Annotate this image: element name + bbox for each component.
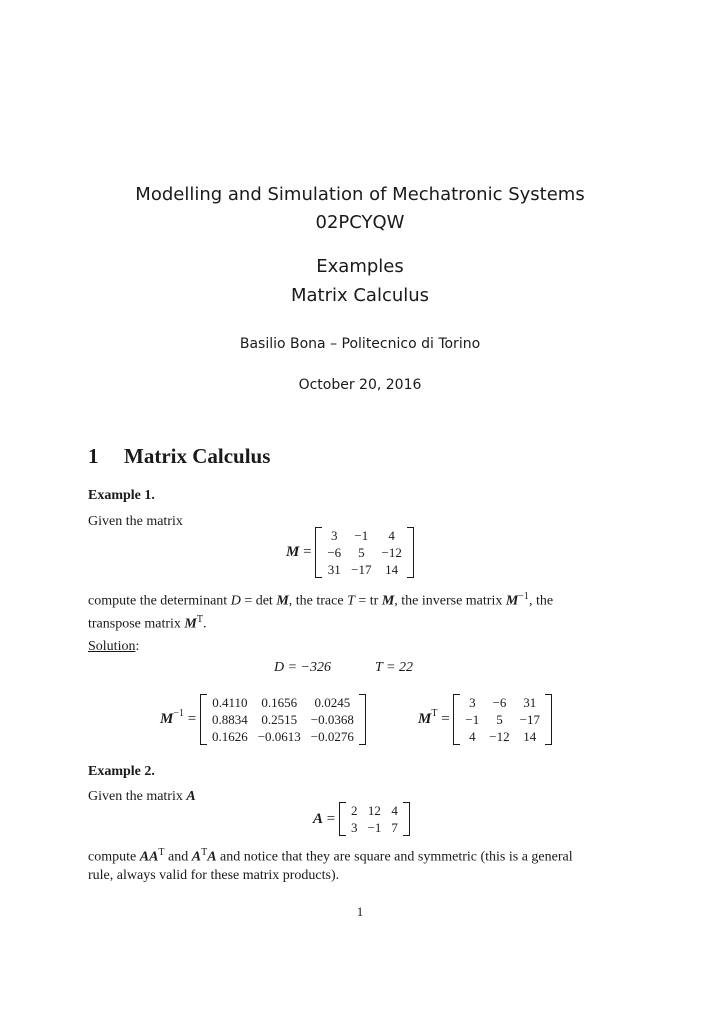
task-T-symbol: T xyxy=(347,593,355,609)
task-Minv-symbol: M xyxy=(505,593,519,609)
D-value xyxy=(274,660,331,676)
task-M-symbol: M xyxy=(276,593,289,609)
matrix-A-cell: 3 xyxy=(350,820,358,835)
Minv-symbol: M xyxy=(160,711,174,727)
task-text-h: . xyxy=(202,616,207,632)
matrix-Minv-row xyxy=(207,728,359,745)
matrix-M-cell: −1 xyxy=(354,528,369,543)
task-text-c: , the trace xyxy=(288,593,348,609)
matrix-M-cell: −17 xyxy=(351,562,372,577)
solution-word: Solution xyxy=(88,639,136,654)
matrix-M-cell: −12 xyxy=(381,545,402,560)
task-text-b: = det xyxy=(240,593,277,609)
date: October 20, 2016 xyxy=(298,377,422,393)
matrix-MT-row xyxy=(460,711,545,728)
ex2-text-a: compute xyxy=(88,849,140,865)
matrix-Minv-row xyxy=(207,711,359,728)
solution-label xyxy=(88,638,648,656)
title-line-1: Modelling and Simulation of Mechatronic Systems xyxy=(135,184,585,205)
matrix-M-row xyxy=(322,544,407,561)
matrix-MT-table xyxy=(460,694,545,745)
task-text-f: , the xyxy=(528,593,554,609)
matrix-A-table xyxy=(346,802,403,836)
matrix-M-row xyxy=(322,527,407,544)
ex2-text-d: rule, always valid for these matrix products). xyxy=(88,867,340,883)
matrix-M xyxy=(315,527,414,578)
matrix-M-cell: 3 xyxy=(330,528,338,543)
ex2-A4: A xyxy=(207,849,217,865)
example-2-A-symbol: A xyxy=(186,789,196,804)
task-text-e: , the inverse matrix xyxy=(394,593,506,609)
matrix-MT xyxy=(453,694,552,745)
matrix-Minv xyxy=(200,694,366,745)
matrix-M-cell: 31 xyxy=(327,562,341,577)
matrix-Minv-cell: −0.0276 xyxy=(310,729,354,744)
matrix-M-row xyxy=(322,561,407,578)
ex2-A2: A xyxy=(149,849,159,865)
matrix-A-cell: −1 xyxy=(367,820,382,835)
author: Basilio Bona – Politecnico di Torino xyxy=(239,336,481,352)
matrix-A-row xyxy=(346,819,403,836)
matrix-Minv-cell: −0.0613 xyxy=(257,729,301,744)
matrix-Minv-cell: 0.1626 xyxy=(211,729,248,744)
matrix-Minv-cell: 0.1656 xyxy=(261,695,298,710)
example-2-intro-text: Given the matrix xyxy=(88,789,187,804)
matrix-A-equation: A = 2 12 4 3 −1 7 xyxy=(313,802,410,836)
section-heading xyxy=(88,444,270,469)
matrix-M-cell: 14 xyxy=(385,562,399,577)
matrix-Minv-cell: 0.8834 xyxy=(211,712,248,727)
title-line-2: 02PCYQW xyxy=(315,212,405,233)
task-M-symbol: M xyxy=(381,593,395,609)
matrix-MT-cell: 5 xyxy=(496,712,503,727)
example-1-label: Example 1. xyxy=(88,488,155,503)
matrix-MT-cell: −17 xyxy=(519,712,540,727)
matrix-MT-row xyxy=(460,694,545,711)
matrix-M-cell: 4 xyxy=(388,528,395,543)
section-title: Matrix Calculus xyxy=(124,444,271,468)
matrix-MT-cell: 3 xyxy=(469,695,476,710)
solution-colon: : xyxy=(135,639,140,654)
matrix-Minv-cell: 0.4110 xyxy=(212,695,248,710)
D-value-text: D = −326 xyxy=(274,660,332,675)
matrix-M-table xyxy=(322,527,407,578)
T-value-text: T = 22 xyxy=(375,660,413,675)
title-line-3: Examples xyxy=(316,256,404,277)
title-line-4: Matrix Calculus xyxy=(290,285,430,306)
matrix-A-cell: 7 xyxy=(391,820,398,835)
matrix-MT-cell: 31 xyxy=(523,695,537,710)
T-value xyxy=(375,660,413,676)
task-MT-symbol: M xyxy=(184,616,197,632)
matrix-A xyxy=(339,802,410,836)
matrix-M-cell: −6 xyxy=(327,545,342,560)
task-D-symbol: D xyxy=(230,593,241,609)
matrix-A-symbol: A xyxy=(313,810,324,827)
matrix-MT-cell: −1 xyxy=(465,712,480,727)
matrix-Minv-table xyxy=(207,694,359,745)
task-text-g: transpose matrix xyxy=(88,616,185,632)
example-1-intro: Given the matrix xyxy=(88,514,183,529)
ex2-text-b: and xyxy=(164,849,192,865)
matrix-Minv-cell: −0.0368 xyxy=(310,712,354,727)
matrix-Minv-equation: M $^{-1}$ = 0.4110 0.1656 0.0245 0.8834 0.2515 −0.0368 0.1626 −0.0613 −0.0276 xyxy=(160,694,366,745)
matrix-M-cell: 5 xyxy=(358,545,365,560)
matrix-M-symbol: M xyxy=(286,544,300,560)
example-2-task: compute $AA^T$ and $A^TA$ and notice that they are square and symmetric (this is a general rule, always valid for these matrix products). xyxy=(88,847,573,883)
matrix-MT-cell: 14 xyxy=(523,729,537,744)
example-1-task: compute the determinant D = det M, the trace T = tr M, the inverse matrix $M^{-1}$, the transpose matrix $M^T$. xyxy=(88,591,554,632)
matrix-A-cell: 2 xyxy=(350,803,358,818)
ex2-A1: A xyxy=(139,849,150,865)
example-2-label: Example 2. xyxy=(88,764,155,779)
matrix-MT-equation: M $^T$ = 3 −6 31 −1 5 −17 4 −12 14 xyxy=(418,694,552,745)
matrix-MT-cell: 4 xyxy=(469,729,476,744)
matrix-MT-cell: −12 xyxy=(489,729,510,744)
matrix-Minv-cell: 0.0245 xyxy=(314,695,351,710)
matrix-A-row xyxy=(346,802,403,819)
matrix-MT-cell: −6 xyxy=(492,695,507,710)
ex2-text-c: and notice that they are square and symmetric (this is a general xyxy=(216,849,573,865)
matrix-A-cell: 12 xyxy=(367,803,381,818)
task-text-d: = tr xyxy=(354,593,382,609)
matrix-Minv-cell: 0.2515 xyxy=(261,712,298,727)
section-number: 1 xyxy=(88,444,99,468)
MT-symbol: M xyxy=(418,711,432,727)
matrix-M-equation: M = 3 −1 4 −6 5 −12 31 −17 14 xyxy=(286,527,414,578)
matrix-A-cell: 4 xyxy=(391,803,398,818)
ex2-A3: A xyxy=(191,849,202,865)
page-number: 1 xyxy=(356,904,364,919)
task-text-a: compute the determinant xyxy=(88,593,231,609)
matrix-Minv-row xyxy=(207,694,359,711)
matrix-MT-row xyxy=(460,728,545,745)
